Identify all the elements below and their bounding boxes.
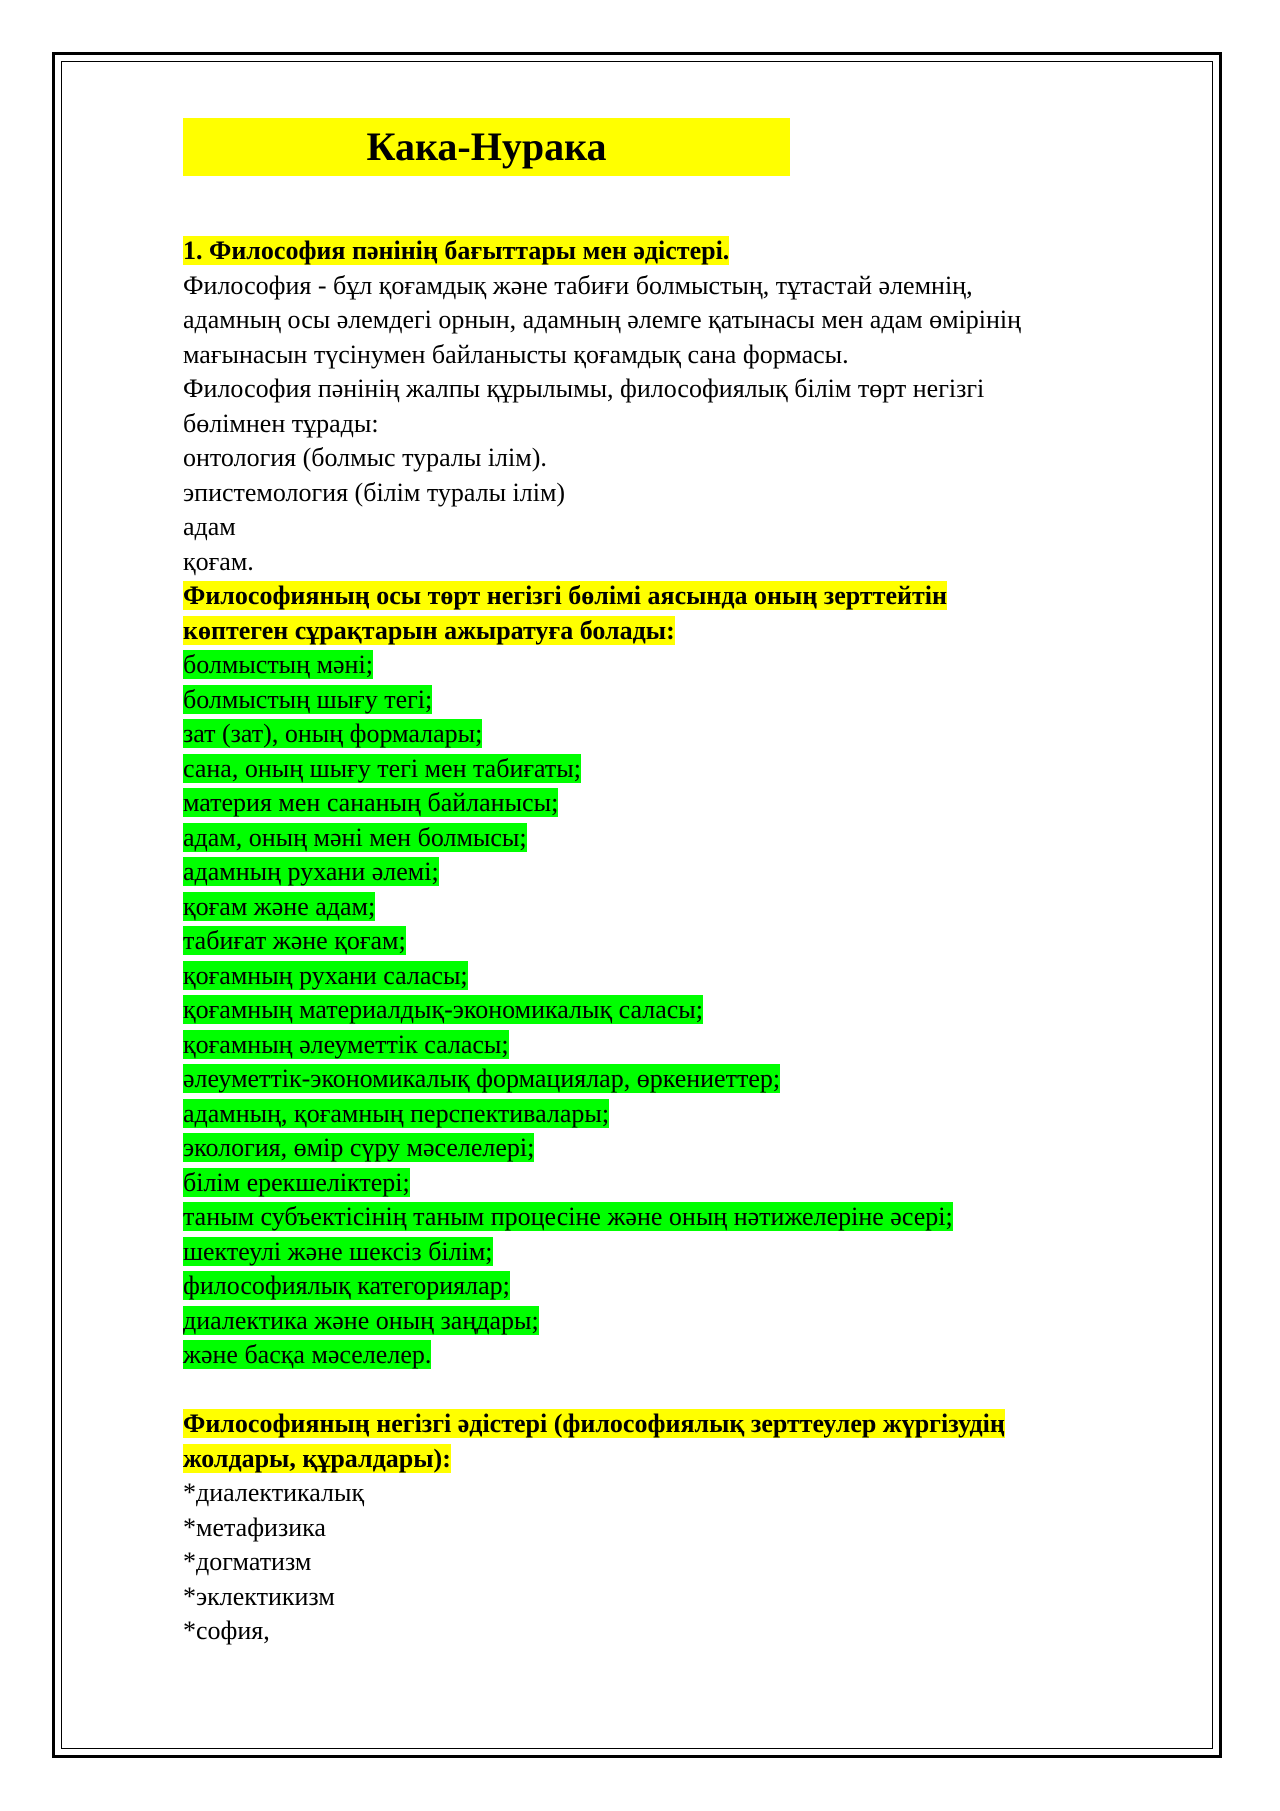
list-item: қоғам. (183, 546, 254, 576)
highlighted-list-item: және басқа мәселелер. (183, 1340, 432, 1369)
highlighted-list-item: диалектика және оның заңдары; (183, 1305, 539, 1335)
highlighted-list-item: шектеулі және шексіз білім; (183, 1236, 493, 1266)
highlighted-list-item: адам, оның мәні мен болмысы; (183, 822, 527, 852)
highlighted-list-item: адамның, қоғамның перспективалары; (183, 1098, 610, 1128)
highlighted-list-item: табиғат және қоғам; (183, 926, 406, 955)
highlighted-list-item: әлеуметтік-экономикалық формациялар, өркениеттер; (183, 1064, 781, 1093)
highlighted-list-item: материя мен сананың байланысы; (183, 788, 559, 817)
highlighted-list-item: сана, оның шығу тегі мен табиғаты; (183, 753, 581, 783)
paragraph-line: Философия пәнінің жалпы құрылымы, философиялық білім төрт негізгі (183, 374, 985, 403)
page-title: Кака-Нурака (183, 118, 790, 176)
method-item: *метафизика (183, 1512, 326, 1542)
highlighted-list-item: қоғам және адам; (183, 891, 376, 921)
list-item: эпистемология (білім туралы ілім) (183, 477, 566, 507)
section2-heading-line: Философияның осы төрт негізгі бөлімі аясында оның зерттейтін (183, 581, 947, 610)
highlighted-list-item: қоғамның материалдық-экономикалық саласы; (183, 995, 703, 1024)
section2-heading-line: көптеген сұрақтарын ажыратуға болады: (183, 615, 675, 645)
section1-heading: 1. Философия пәнінің бағыттары мен әдістері. (183, 236, 730, 265)
section3-heading-line: жолдары, құралдары): (183, 1443, 451, 1473)
highlighted-list-item: зат (зат), оның формалары; (183, 719, 483, 748)
paragraph-line: мағынасын түсінумен байланысты қоғамдық сана формасы. (183, 339, 849, 369)
highlighted-list-item: қоғамның рухани саласы; (183, 960, 468, 990)
document-body (183, 118, 1163, 1649)
list-item: онтология (болмыс туралы ілім). (183, 443, 547, 472)
method-item: *эклектикизм (183, 1581, 335, 1611)
method-item: *софия, (183, 1616, 270, 1645)
highlighted-list-item: адамның рухани әлемі; (183, 857, 439, 886)
blank-line (183, 1373, 1163, 1408)
section3-heading-line: Философияның негізгі әдістері (философиялық зерттеулер жүргізудің (183, 1409, 1005, 1438)
highlighted-list-item: экология, өмір сүру мәселелері; (183, 1133, 535, 1162)
list-item: адам (183, 512, 236, 541)
method-item: *диалектикалық (183, 1478, 365, 1507)
method-item: *догматизм (183, 1547, 312, 1576)
highlighted-list-item: болмыстың шығу тегі; (183, 684, 433, 714)
highlighted-list-item: таным субъектісінің таным процесіне және оның нәтижелеріне әсері; (183, 1202, 953, 1231)
paragraph-line: адамның осы әлемдегі орнын, адамның әлемге қатынасы мен адам өмірінің (183, 305, 1022, 334)
paragraph-line: бөлімнен тұрады: (183, 408, 379, 438)
highlighted-list-item: қоғамның әлеуметтік саласы; (183, 1029, 509, 1059)
highlighted-list-item: болмыстың мәні; (183, 650, 373, 679)
paragraph-line: Философия - бұл қоғамдық және табиғи болмыстың, тұтастай әлемнің, (183, 270, 973, 300)
highlighted-list-item: философиялық категориялар; (183, 1271, 510, 1300)
highlighted-list-item: білім ерекшеліктері; (183, 1167, 410, 1197)
